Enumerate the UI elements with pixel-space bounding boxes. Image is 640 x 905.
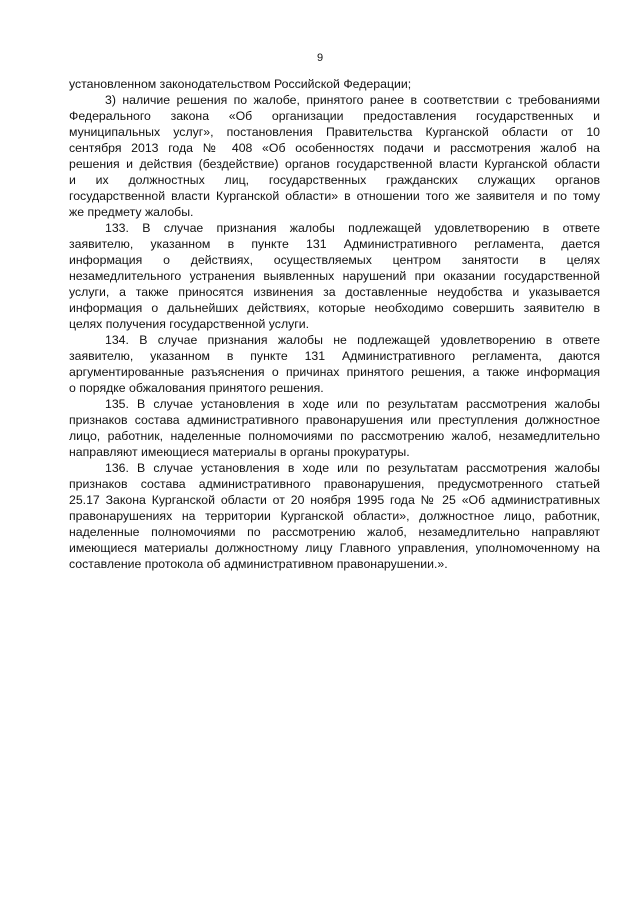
text-line: 133. В случае признания жалобы подлежащей удовлетворению в ответе	[105, 221, 600, 235]
text-line: заявителю, указанном в пункте 131 Административного регламента, даются	[69, 349, 600, 363]
text-line: услуги, а также приносятся извинения за доставленные неудобства и указывается	[69, 285, 600, 299]
text-line: заявителю, указанном в пункте 131 Административного регламента, дается	[69, 237, 600, 251]
text-line: 3) наличие решения по жалобе, принятого ранее в соответствии с требованиями	[105, 93, 600, 107]
text-line: же предмету жалобы.	[69, 205, 194, 219]
text-line: о порядке обжалования принятого решения.	[69, 381, 324, 395]
text-line: 135. В случае установления в ходе или по результатам рассмотрения жалобы	[105, 397, 600, 411]
text-line: информация о дальнейших действиях, которые необходимо совершить заявителю в	[69, 301, 600, 315]
text-line: муниципальных услуг», постановления Правительства Курганской области от 10	[69, 125, 600, 139]
text-line: сентября 2013 года № 408 «Об особенностях подачи и рассмотрения жалоб на	[69, 141, 600, 155]
text-line: Федерального закона «Об организации предоставления государственных и	[69, 109, 600, 123]
text-line: правонарушениях на территории Курганской области», должностное лицо, работник,	[69, 509, 600, 523]
text-line: целях получения государственной услуги.	[69, 317, 310, 331]
text-line: 134. В случае признания жалобы не подлежащей удовлетворению в ответе	[105, 333, 600, 347]
text-line: признаков состава административного правонарушения, предусмотренного статьей	[69, 477, 600, 491]
page-number: 9	[316, 52, 324, 64]
text-line: направляют имеющиеся материалы в органы прокуратуры.	[69, 445, 410, 459]
text-line: незамедлительного устранения выявленных нарушений при оказании государственной	[69, 269, 600, 283]
text-line: наделенные полномочиями по рассмотрению жалоб, незамедлительно направляют	[69, 525, 600, 539]
text-line: и их должностных лиц, государственных гражданских служащих органов	[69, 173, 600, 187]
text-line: 136. В случае установления в ходе или по результатам рассмотрения жалобы	[105, 461, 600, 475]
text-line: лицо, работник, наделенные полномочиями по рассмотрению жалоб, незамедлительно	[69, 429, 600, 443]
text-line: установленном законодательством Российской Федерации;	[69, 77, 412, 91]
text-line: составление протокола об административном правонарушении.».	[69, 557, 448, 571]
text-line: решения и действия (бездействие) органов государственной власти Курганской области	[69, 157, 600, 171]
text-line: 25.17 Закона Курганской области от 20 ноября 1995 года № 25 «Об административных	[69, 493, 600, 507]
text-line: имеющиеся материалы должностному лицу Главного управления, уполномоченному на	[69, 541, 600, 555]
text-line: признаков состава административного правонарушения или преступления должностное	[69, 413, 600, 427]
text-line: информация о действиях, осуществляемых центром занятости в целях	[69, 253, 600, 267]
text-line: государственной власти Курганской области» в отношении того же заявителя и по тому	[69, 189, 600, 203]
text-line: аргументированные разъяснения о причинах принятого решения, а также информация	[69, 365, 600, 379]
